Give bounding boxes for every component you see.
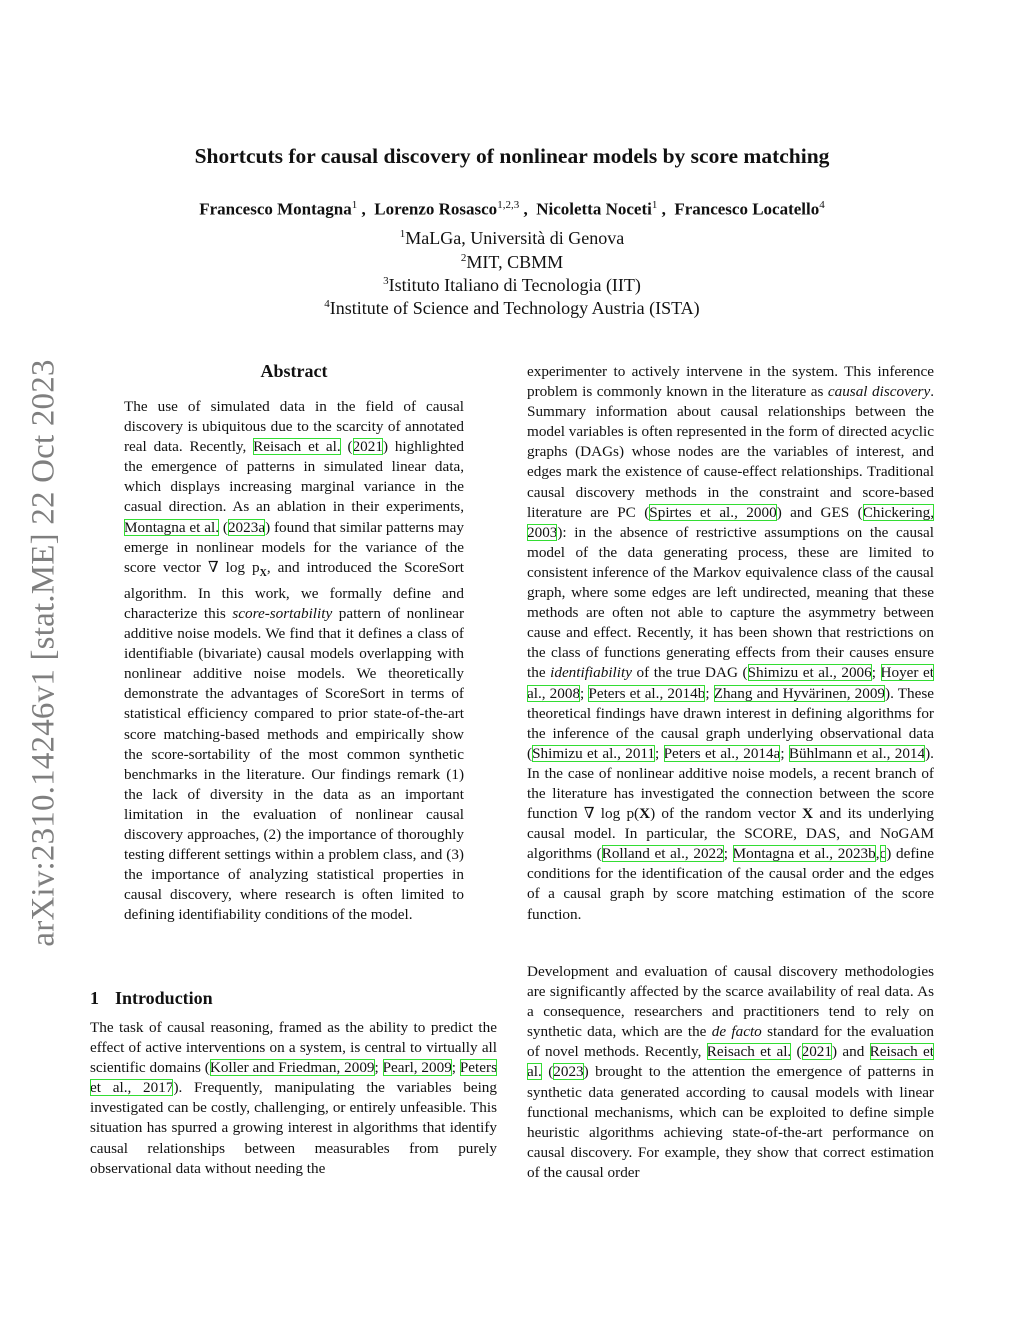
author-list: Francesco Montagna$^1$ , Lorenzo Rosasco$^{1,2,3}$ , Nicoletta Noceti$^1$ , Francesco Locatello$^4$ <box>199 199 825 219</box>
affiliation: $^2$MIT, CBMM <box>460 252 564 272</box>
author-name: Francesco Locatello <box>674 199 820 219</box>
author-name: Lorenzo Rosasco <box>374 199 498 219</box>
citation-link[interactable]: Peters et al., 2014b <box>588 684 706 702</box>
arxiv-id-text: arXiv:2310.14246v1 [stat.ME] 22 Oct 2023 <box>25 359 62 947</box>
citation-link[interactable]: Bühlmann et al., 2014 <box>788 744 926 762</box>
affiliation: $^1$MaLGa, Università di Genova <box>399 228 625 248</box>
citation-link[interactable]: Reisach et al. <box>706 1043 792 1061</box>
citation-link[interactable]: Rolland et al., 2022 <box>601 845 724 863</box>
arxiv-identifier <box>25 348 62 958</box>
affiliation: $^4$Institute of Science and Technology Austria (ISTA) <box>324 298 700 318</box>
citation-link[interactable]: Hoyer et al., 2008 <box>527 664 935 702</box>
citation-link[interactable]: Peters et al., 2014a <box>663 744 781 762</box>
author-sup: 4 <box>819 199 825 211</box>
right-column-para2: Development and evaluation of causal discovery methodologies are significantly affected by the scarce availability of real data. As a consequence, researchers and practitioners tend to rely on synthetic data, which are the de facto standard for the evaluation of novel methods. Recently, Reisach et al. (2021) and Reisach et al. (2023) brought to the attention the emergence of patterns in synthetic data generated according to causal models with linear functional mechanisms, which can be exploited to define simple heuristic algorithms achieving state-of-the-art performance on causal discovery. For example, they show that correct estimation of the causal order <box>527 963 935 1181</box>
author-sup: 1 <box>651 199 658 211</box>
affiliation: $^3$Istituto Italiano di Tecnologia (IIT) <box>383 275 641 295</box>
citation-link[interactable]: Reisach et al. <box>253 438 341 456</box>
citation-link[interactable]: Montagna et al. <box>124 518 220 536</box>
citation-link[interactable]: 2021 <box>801 1043 832 1061</box>
author-sup: 1,2,3 <box>497 199 520 211</box>
paper-title: Shortcuts for causal discovery of nonlinear models by score matching <box>194 144 830 168</box>
abstract-body: The use of simulated data in the field of causal discovery is ubiquitous due to the scarcity of annotated real data. Recently, Reisach et al. (2021) highlighted the emergence of patterns in simulated linear data, which displays increasing marginal variance in the casual direction. As an ablation in their experiments, Montagna et al. (2023a) found that similar patterns may emerge in nonlinear models for the variance of the score vector ∇ $\log p_X$, and introduced the ScoreSort algorithm. In this work, we formally define and characterize this score-sortability pattern of nonlinear additive noise models. We find that it defines a class of identifiable (bivariate) causal models overlapping with nonlinear additive noise models. We theoretically demonstrate the advantages of ScoreSort in terms of statistical efficiency compared to prior state-of-the-art score matching-based methods and empirically show the score-sortability of the most common synthetic benchmarks in the literature. Our findings remark (1) the lack of diversity in the data as an important limitation in the evaluation of nonlinear causal discovery approaches, (2) the importance of thoroughly testing different settings within a problem class, and (3) the importance of analyzing statistical properties in causal discovery, where research is often limited to defining identifiability conditions of the model. <box>124 398 465 924</box>
citation-link[interactable]: 2023a <box>227 518 266 536</box>
abstract-heading: Abstract <box>260 361 328 381</box>
citation-link[interactable]: Pearl, 2009 <box>382 1059 452 1077</box>
citation-link[interactable]: Reisach et al. <box>527 1043 934 1081</box>
citation-link[interactable]: Shimizu et al., 2006 <box>747 664 872 682</box>
citation-link[interactable]: Peters et al., 2017 <box>90 1059 497 1097</box>
citation-link[interactable]: Zhang and Hyvärinen, 2009 <box>713 684 886 702</box>
author-name: Francesco Montagna <box>199 199 352 219</box>
citation-link[interactable]: Koller and Friedman, 2009 <box>209 1059 375 1077</box>
section-heading: 1 Introduction <box>90 988 213 1008</box>
citation-link[interactable]: Montagna et al., 2023b <box>732 845 876 863</box>
citation-link[interactable]: Shimizu et al., 2011 <box>532 744 656 762</box>
citation-link[interactable]: 2023 <box>553 1063 584 1081</box>
citation-link[interactable]: c <box>879 845 887 863</box>
author-name: Nicoletta Noceti <box>536 199 652 219</box>
author-sup: 1 <box>351 199 358 211</box>
intro-body: The task of causal reasoning, framed as the ability to predict the effect of active interventions on a system, is central to virtually all scientific domains (Koller and Friedman, 2009; Pearl, 2009; Peters et al., 2017). Frequently, manipulating the variables being investigated can be costly, challenging, or entirely unfeasible. This situation has spurred a growing interest in algorithms that identify causal relationships between measurables from purely observational data without needing the <box>90 1019 497 1177</box>
citation-link[interactable]: Chickering, 2003 <box>527 503 935 541</box>
citation-link[interactable]: Spirtes et al., 2000 <box>649 503 777 521</box>
citation-link[interactable]: 2021 <box>352 438 383 456</box>
right-column-para1: experimenter to actively intervene in the system. This inference problem is commonly known in the literature as causal discovery. Summary information about causal relationships between the model variables is often represented in the form of directed acyclic graphs (DAGs) whose nodes are the variables of interest, and edges mark the existence of cause-effect relationships. Traditional causal discovery methods in the constraint and score-based literature are PC (Spirtes et al., 2000) and GES (Chickering, 2003): in the absence of restrictive assumptions on the causal model of the data generating process, these are limited to consistent inference of the Markov equivalence class of the causal graph, where some edges are left undirected, meaning that these methods are often not able to capture the asymmetry between cause and effect. Recently, it has been shown that restrictions on the class of functions generating effects from their causes ensure the identifiability of the true DAG (Shimizu et al., 2006; Hoyer et al., 2008; Peters et al., 2014b; Zhang and Hyvärinen, 2009). These theoretical findings have drawn interest in defining algorithms for the inference of the causal graph underlying observational data (Shimizu et al., 2011; Peters et al., 2014a; Bühlmann et al., 2014). In the case of nonlinear additive noise models, a recent branch of the literature has investigated the connection between the score function ∇ log p(X) of the random vector X and its underlying causal model. In particular, the SCORE, DAS, and NoGAM algorithms (Rolland et al., 2022; Montagna et al., 2023b,c) define conditions for the identification of the causal order and the edges of a causal graph by score matching estimation of the score function. <box>527 363 935 923</box>
